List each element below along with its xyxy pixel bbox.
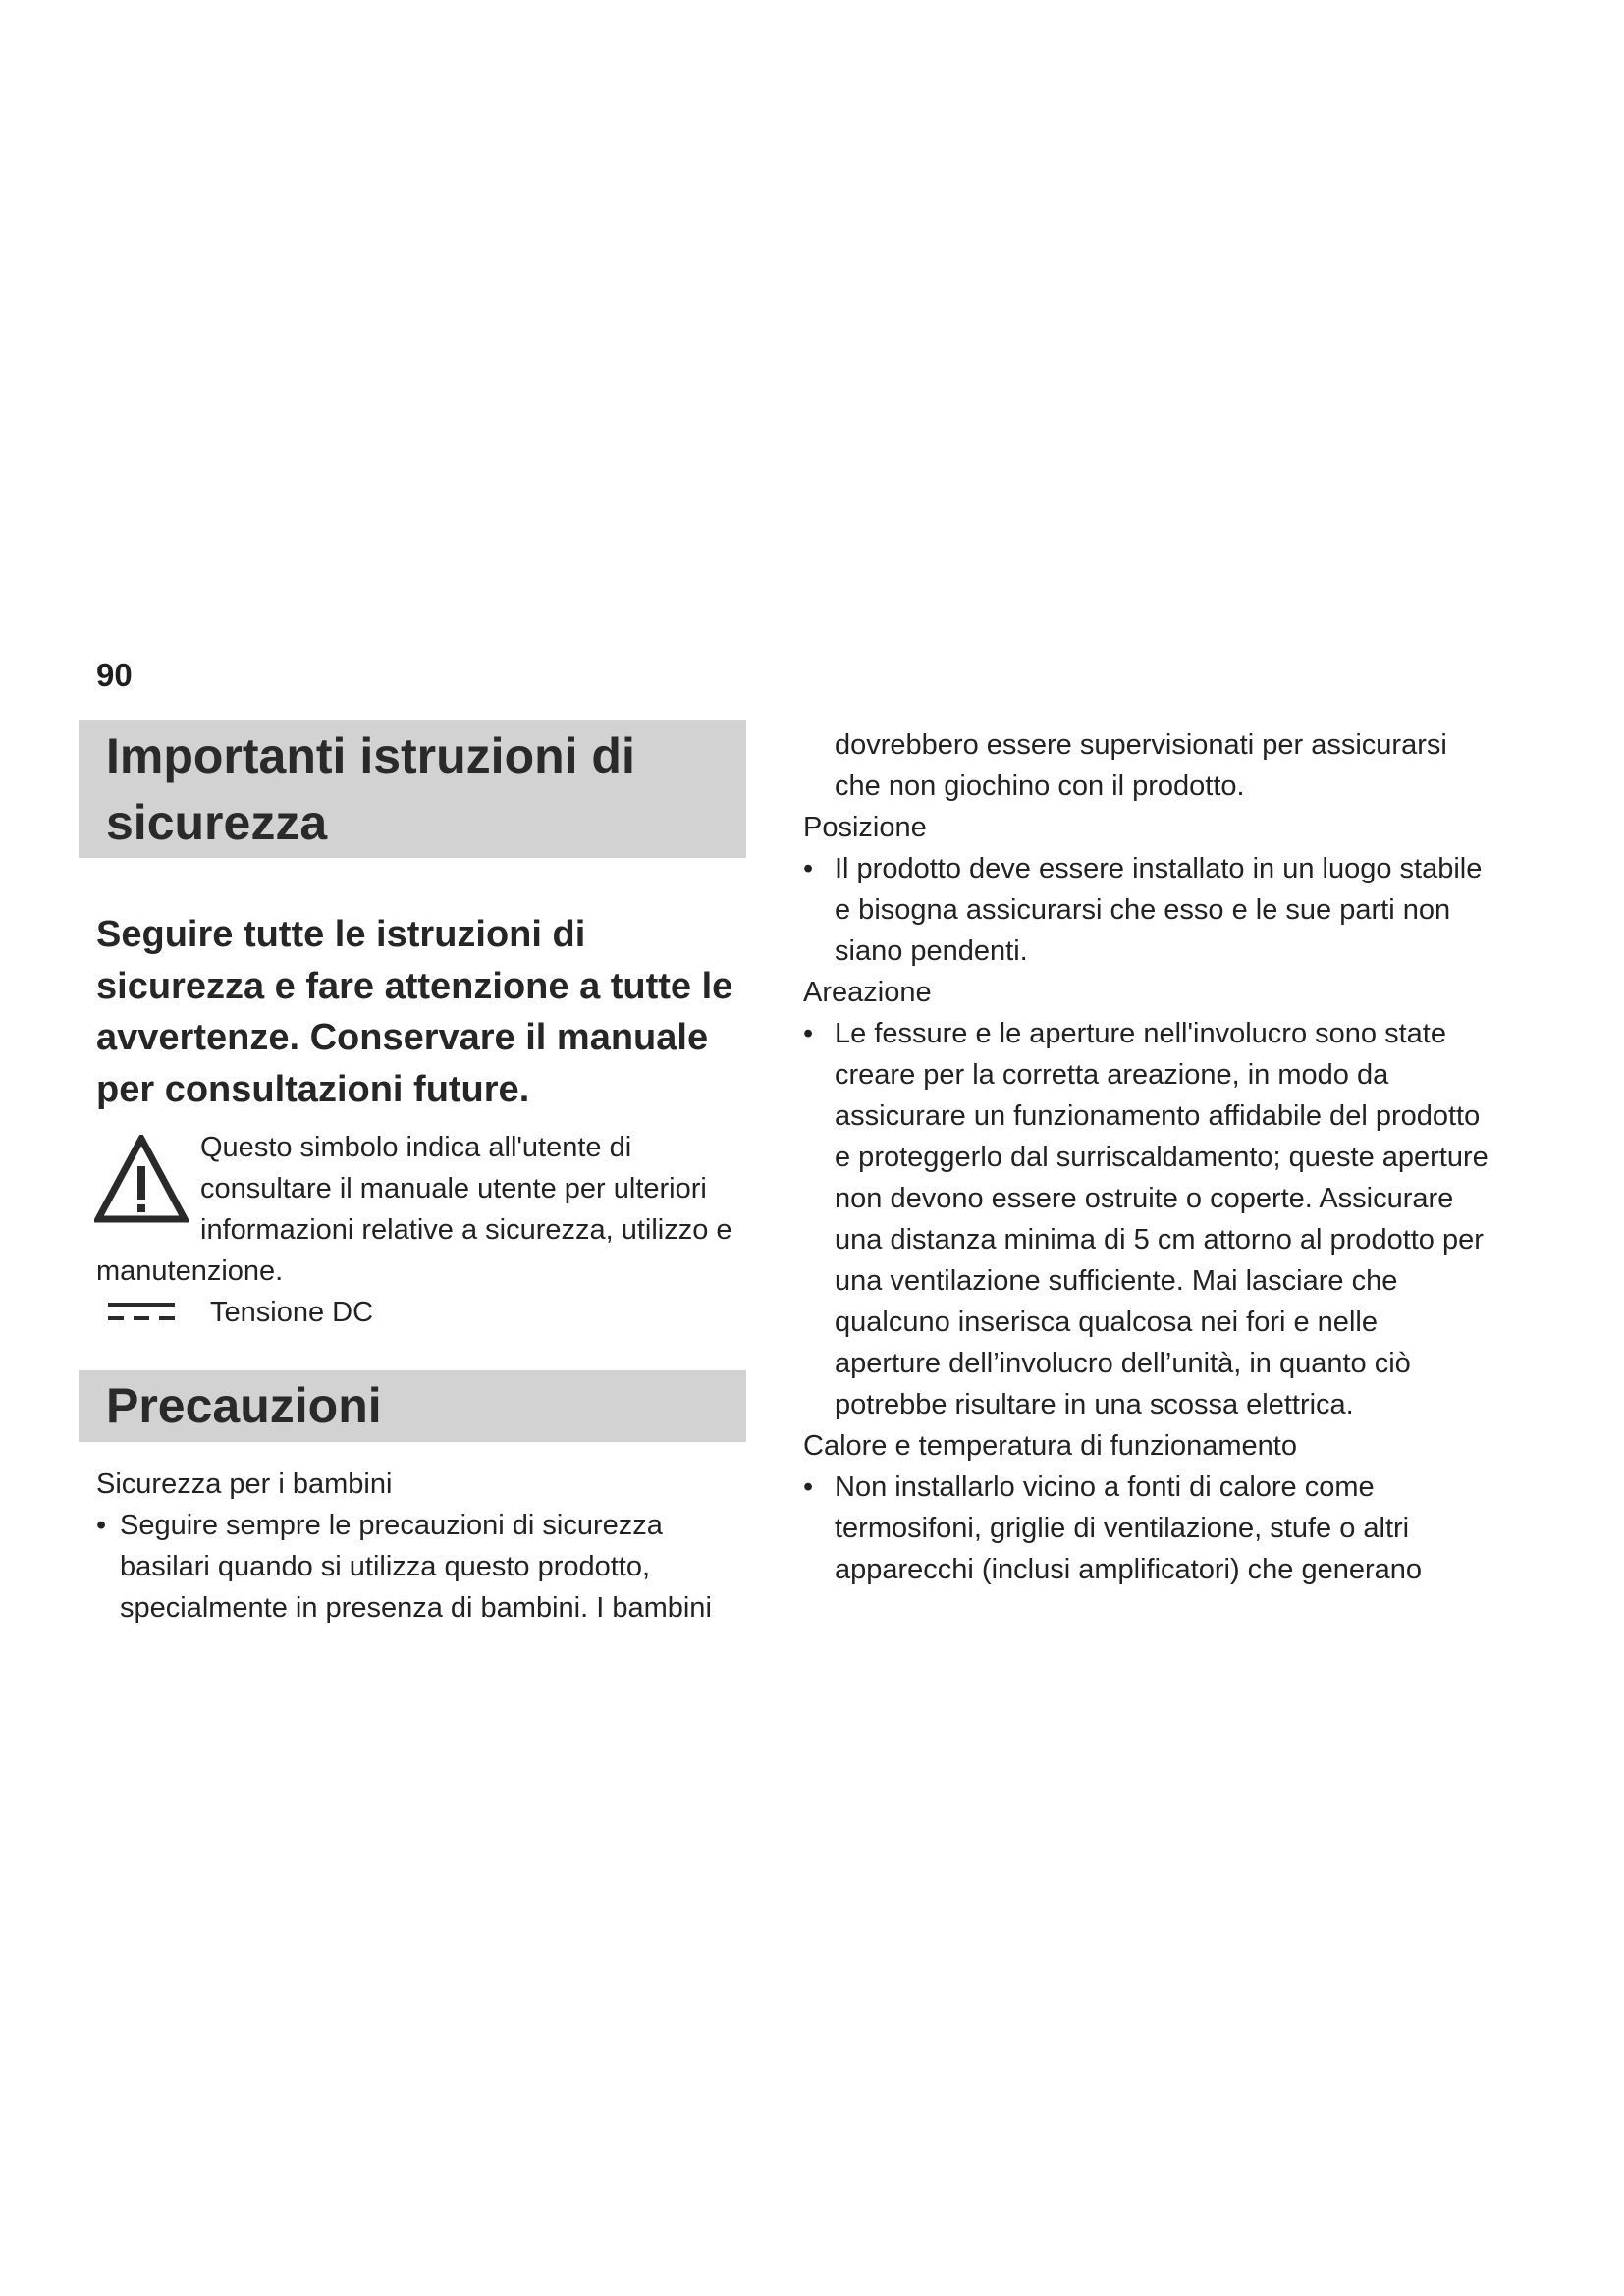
left-column	[79, 720, 746, 1629]
children-safety-continuation: dovrebbero essere supervisionati per assicurarsi che non giochino con il prodotto.	[835, 729, 1447, 802]
heat-heading: Calore e temperatura di funzionamento	[803, 1430, 1297, 1462]
ventilation-heading: Areazione	[803, 977, 932, 1008]
warning-block	[96, 1127, 746, 1292]
position-bullet: • Il prodotto deve essere installato in un luogo stabile e bisogna assicurarsi che esso e le sue parti non siano pendenti.	[803, 848, 1490, 972]
heat-bullet: • Non installarlo vicino a fonti di calore come termosifoni, griglie di ventilazione, stufe o altri apparecchi (inclusi amplificatori) che generano	[803, 1467, 1490, 1590]
children-safety-heading: Sicurezza per i bambini	[96, 1468, 393, 1500]
dc-voltage-icon	[106, 1299, 177, 1326]
warning-text: Questo simbolo indica all'utente di consultare il manuale utente per ulteriori informazioni relative a sicurezza, utilizzo e manutenzione.	[96, 1132, 732, 1287]
dc-voltage-row	[96, 1292, 746, 1333]
safety-lead-text: Seguire tutte le istruzioni di sicurezza e fare attenzione a tutte le avvertenze. Conservare il manuale per consultazioni future.	[96, 914, 733, 1110]
children-safety-bullet: • Seguire sempre le precauzioni di sicurezza basilari quando si utilizza questo prodotto, specialmente in presenza di bambini. I bambini	[96, 1505, 746, 1629]
dc-voltage-label: Tensione DC	[210, 1297, 374, 1328]
precautions-section-title: Precauzioni	[79, 1370, 746, 1442]
children-safety-section	[96, 1464, 746, 1629]
warning-triangle-icon	[94, 1135, 189, 1225]
page-number: 90	[96, 657, 133, 693]
safety-section-title: Importanti istruzioni di sicurezza	[79, 720, 746, 858]
position-heading: Posizione	[803, 812, 927, 843]
ventilation-bullet: • Le fessure e le aperture nell'involucro sono state creare per la corretta areazione, in modo da assicurare un funzionamento affidabile del prodotto e proteggerlo dal surriscaldamento; queste aperture non devono essere ostruite o coperte. Assicurare una distanza minima di 5 cm attorno al prodotto per una ventilazione sufficiente. Mai lasciare che qualcuno inserisca qualcosa nei fori e nelle aperture dell’involucro dell’unità, in quanto ciò potrebbe risultare in una scossa elettrica.	[803, 1013, 1490, 1425]
right-column	[803, 724, 1490, 1590]
